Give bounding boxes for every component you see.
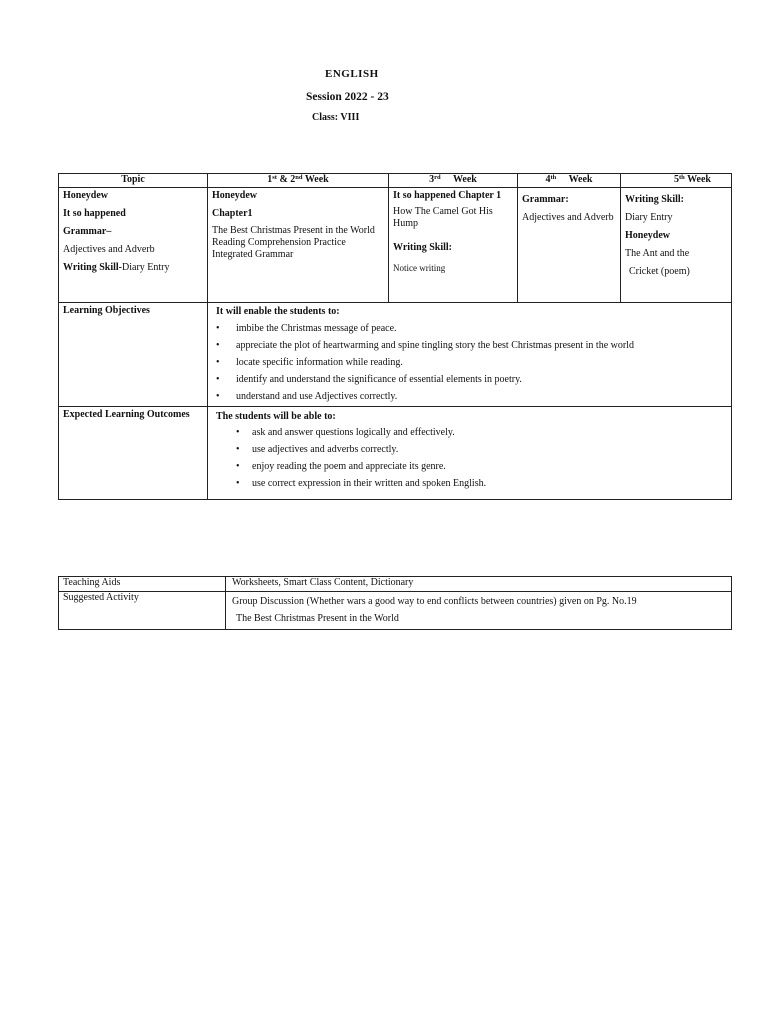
learning-objectives-row	[59, 303, 732, 407]
teaching-aids-row	[59, 577, 732, 592]
w4-grammar: Grammar:	[522, 194, 569, 205]
w12-grammar: Integrated Grammar	[212, 249, 294, 260]
learning-outcomes-intro: The students will be able to:	[216, 411, 336, 422]
w4-grammar-topic: Adjectives and Adverb	[522, 212, 614, 223]
w5-poem-title-2: Cricket (poem)	[629, 266, 690, 277]
learning-outcomes-label: Expected Learning Outcomes	[63, 409, 190, 420]
suggested-activity-value-cell	[226, 592, 732, 630]
learning-objectives-label: Learning Objectives	[63, 305, 150, 316]
learning-outcomes-content	[208, 407, 732, 500]
col-header-week-4: 4th Week	[518, 174, 621, 188]
w5-poem-title: The Ant and the	[625, 248, 690, 259]
topic-writing-skill: Writing Skill-Diary Entry	[63, 262, 170, 273]
teaching-aids-label-cell	[59, 577, 226, 592]
suggested-activity-line-1: Group Discussion (Whether wars a good way to end conflicts between countries) given on Pg. No.19	[232, 596, 637, 607]
suggested-activity-row	[59, 592, 732, 630]
w12-book: Honeydew	[212, 190, 257, 201]
w3-chapter-title: How The Camel Got His Hump	[393, 206, 493, 229]
suggested-activity-line-2: The Best Christmas Present in the World	[236, 613, 399, 624]
teaching-aids-value: Worksheets, Smart Class Content, Dictionary	[232, 577, 414, 588]
w5-writing-topic: Diary Entry	[625, 212, 673, 223]
w3-book: It so happened Chapter 1	[393, 190, 502, 201]
teaching-aids-table	[58, 576, 732, 630]
objective-item: • understand and use Adjectives correctly.	[212, 388, 727, 405]
week-5-cell	[621, 188, 732, 303]
w12-practice: Reading Comprehension Practice	[212, 237, 346, 248]
learning-outcomes-list	[212, 424, 727, 492]
learning-objectives-label-cell	[59, 303, 208, 407]
outcome-item: • ask and answer questions logically and effectively.	[212, 424, 727, 441]
topic-row	[59, 188, 732, 303]
lesson-plan-table	[58, 173, 732, 500]
w3-writing-skill: Writing Skill:	[393, 242, 452, 253]
suggested-activity-label-cell	[59, 592, 226, 630]
week-4-cell	[518, 188, 621, 303]
learning-objectives-list	[212, 320, 727, 405]
objective-item: • locate specific information while reading.	[212, 354, 727, 371]
topic-grammar-detail: Adjectives and Adverb	[63, 244, 155, 255]
learning-outcomes-row	[59, 407, 732, 500]
topic-cell	[59, 188, 208, 303]
col-header-week-5: 5th Week	[621, 174, 732, 188]
w12-chapter: Chapter1	[212, 208, 253, 219]
topic-book: Honeydew	[63, 190, 108, 201]
topic-book-2: It so happened	[63, 208, 126, 219]
week-1-2-cell	[208, 188, 389, 303]
learning-outcomes-label-cell	[59, 407, 208, 500]
objective-item: • imbibe the Christmas message of peace.	[212, 320, 727, 337]
suggested-activity-label: Suggested Activity	[63, 592, 139, 603]
w3-writing-topic: Notice writing	[393, 263, 446, 273]
col-header-week-1-2: 1st & 2nd Week	[208, 174, 389, 188]
teaching-aids-label: Teaching Aids	[63, 577, 121, 588]
w5-writing-skill: Writing Skill:	[625, 194, 684, 205]
w12-chapter-title: The Best Christmas Present in the World	[212, 225, 375, 236]
teaching-aids-value-cell	[226, 577, 732, 592]
col-header-topic: Topic	[59, 174, 208, 188]
session-title: Session 2022 - 23	[306, 91, 389, 103]
outcome-item: • enjoy reading the poem and appreciate its genre.	[212, 458, 727, 475]
outcome-item: • use correct expression in their written and spoken English.	[212, 475, 727, 492]
outcome-item: • use adjectives and adverbs correctly.	[212, 441, 727, 458]
header-row	[59, 174, 732, 188]
topic-grammar: Grammar–	[63, 226, 112, 237]
learning-objectives-intro: It will enable the students to:	[216, 306, 340, 317]
learning-objectives-content	[208, 303, 732, 407]
subject-title: ENGLISH	[325, 68, 379, 80]
w5-book: Honeydew	[625, 230, 670, 241]
objective-item: • appreciate the plot of heartwarming and spine tingling story the best Christmas present in the world	[212, 337, 727, 354]
class-title: Class: VIII	[312, 112, 360, 123]
objective-item: • identify and understand the significance of essential elements in poetry.	[212, 371, 727, 388]
week-3-cell	[389, 188, 518, 303]
col-header-week-3: 3rd Week	[389, 174, 518, 188]
